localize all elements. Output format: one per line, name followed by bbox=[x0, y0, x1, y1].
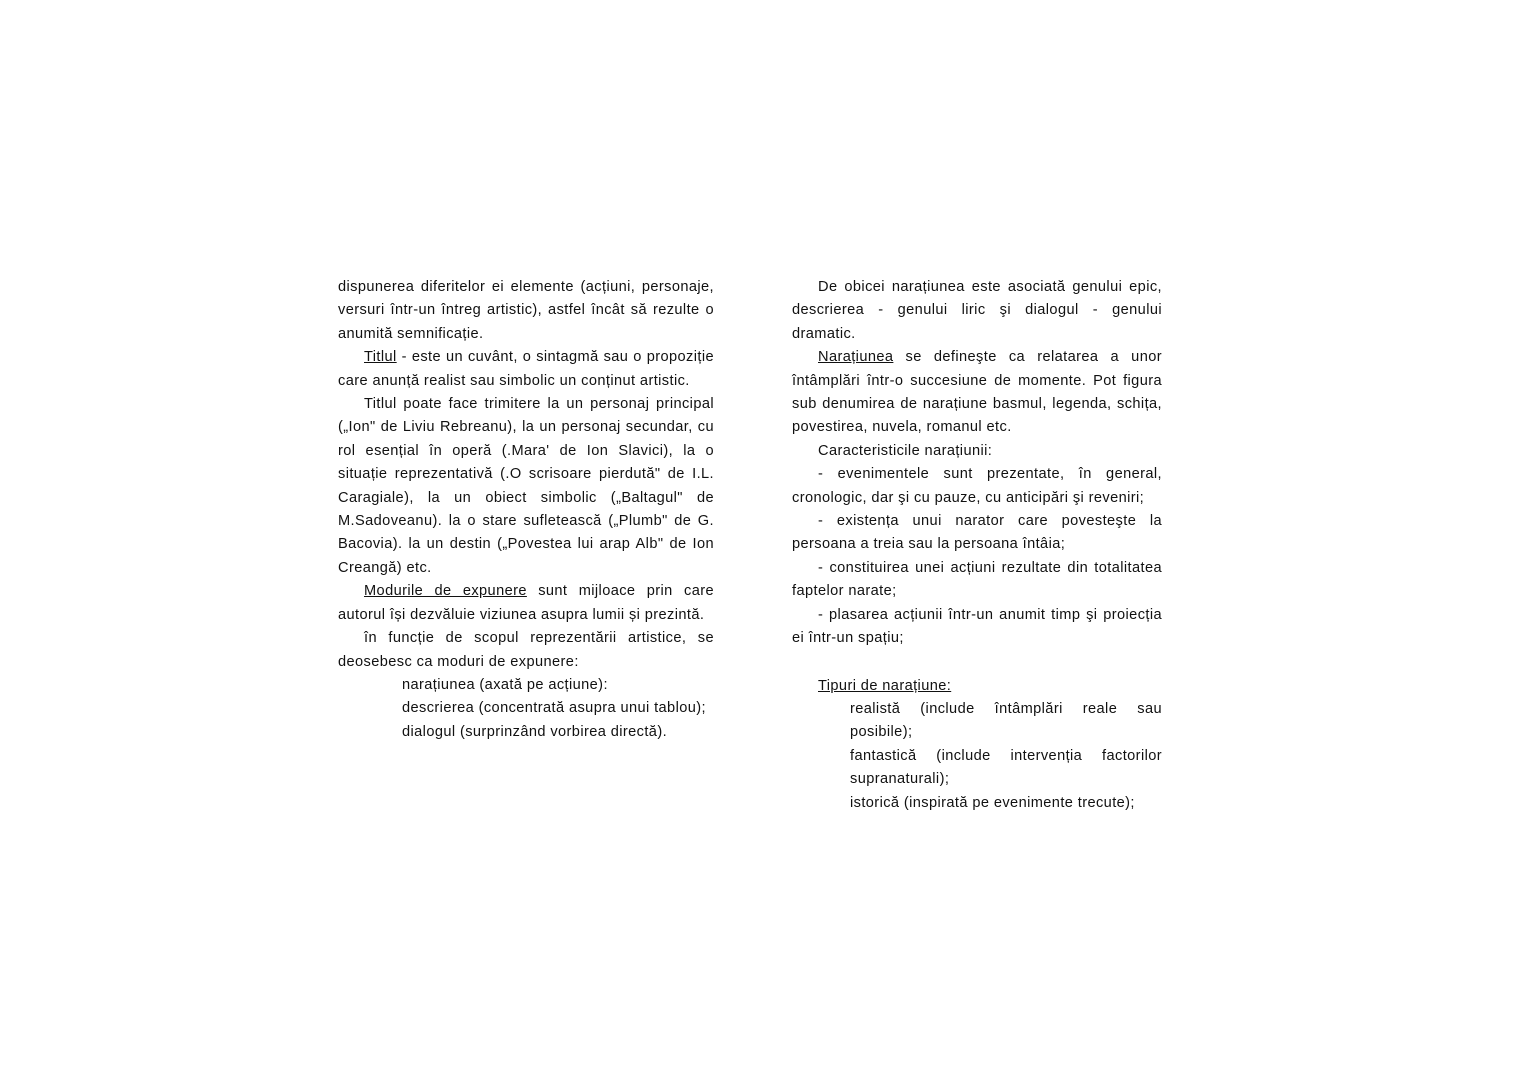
types-list bbox=[792, 698, 1162, 815]
spacer bbox=[792, 651, 1162, 675]
right-column bbox=[792, 276, 1162, 815]
modes-list bbox=[338, 674, 714, 744]
paragraph-title-definition bbox=[338, 346, 714, 393]
paragraph-modes-intro: în funcție de scopul reprezentării artistice, se deosebesc ca moduri de expunere: bbox=[338, 630, 714, 670]
paragraph-genres: De obicei narațiunea este asociată genului epic, descrierea - genului liric şi dialogul - genului dramatic. bbox=[792, 279, 1162, 342]
list-item: istorică (inspirată pe evenimente trecute); bbox=[850, 794, 1135, 811]
narration-definition-text: se defineşte ca relatarea a unor întâmplări într-o succesiune de momente. Pot figura sub denumirea de narațiune basmul, legenda, schița, povestirea, nuvela, romanul etc. bbox=[792, 349, 1162, 436]
list-item: - plasarea acțiunii într-un anumit timp şi proiecția ei într-un spațiu; bbox=[792, 606, 1162, 647]
list-item: descrierea (concentrată asupra unui tablou); bbox=[402, 700, 706, 717]
term-titlul: Titlul bbox=[364, 349, 397, 366]
term-tipuri-de-naratiune: Tipuri de narațiune: bbox=[818, 677, 952, 694]
list-item: - constituirea unei acțiuni rezultate din totalitatea faptelor narate; bbox=[792, 559, 1162, 600]
left-column bbox=[338, 276, 714, 744]
paragraph-composition: dispunerea diferitelor ei elemente (acțiuni, personaje, versuri într-un întreg artistic), astfel încât să rezulte o anumită semnificație. bbox=[338, 279, 714, 342]
types-heading bbox=[792, 675, 1162, 698]
title-definition-text: - este un cuvânt, o sintagmă sau o propoziție care anunță realist sau simbolic un conținut artistic. bbox=[338, 349, 714, 389]
term-modurile-de-expunere: Modurile de expunere bbox=[364, 583, 527, 600]
paragraph-modes-definition bbox=[338, 580, 714, 627]
paragraph-characteristics-heading: Caracteristicile narațiunii: bbox=[818, 442, 993, 459]
list-item: fantastică (include intervenția factorilor supranaturali); bbox=[850, 747, 1162, 788]
list-item: narațiunea (axată pe acțiune): bbox=[402, 676, 608, 693]
list-item: - evenimentele sunt prezentate, în general, cronologic, dar şi cu pauze, cu anticipări şi reveniri; bbox=[792, 466, 1162, 506]
list-item: - existența unui narator care povesteşte la persoana a treia sau la persoana întâia; bbox=[792, 513, 1162, 553]
list-item: dialogul (surprinzând vorbirea directă). bbox=[402, 723, 668, 740]
modes-definition-text: sunt mijloace prin care autorul își dezvăluie viziunea asupra lumii și prezintă. bbox=[338, 583, 714, 623]
list-item: realistă (include întâmplări reale sau posibile); bbox=[850, 700, 1162, 741]
term-naratiunea: Narațiunea bbox=[818, 349, 894, 366]
paragraph-narration-definition bbox=[792, 346, 1162, 440]
paragraph-title-examples: Titlul poate face trimitere la un personaj principal („Ion" de Liviu Rebreanu), la un personaj secundar, cu rol esențial în operă (.Mara' de Ion Slavici), la o situație reprezentativă (.O scrisoare pierdută" de I.L. Caragiale), la un obiect simbolic („Baltagul" de M.Sadoveanu). la o stare sufletească („Plumb" de G. Bacovia). la un destin („Povestea lui arap Alb" de Ion Creangă) etc. bbox=[338, 396, 714, 576]
